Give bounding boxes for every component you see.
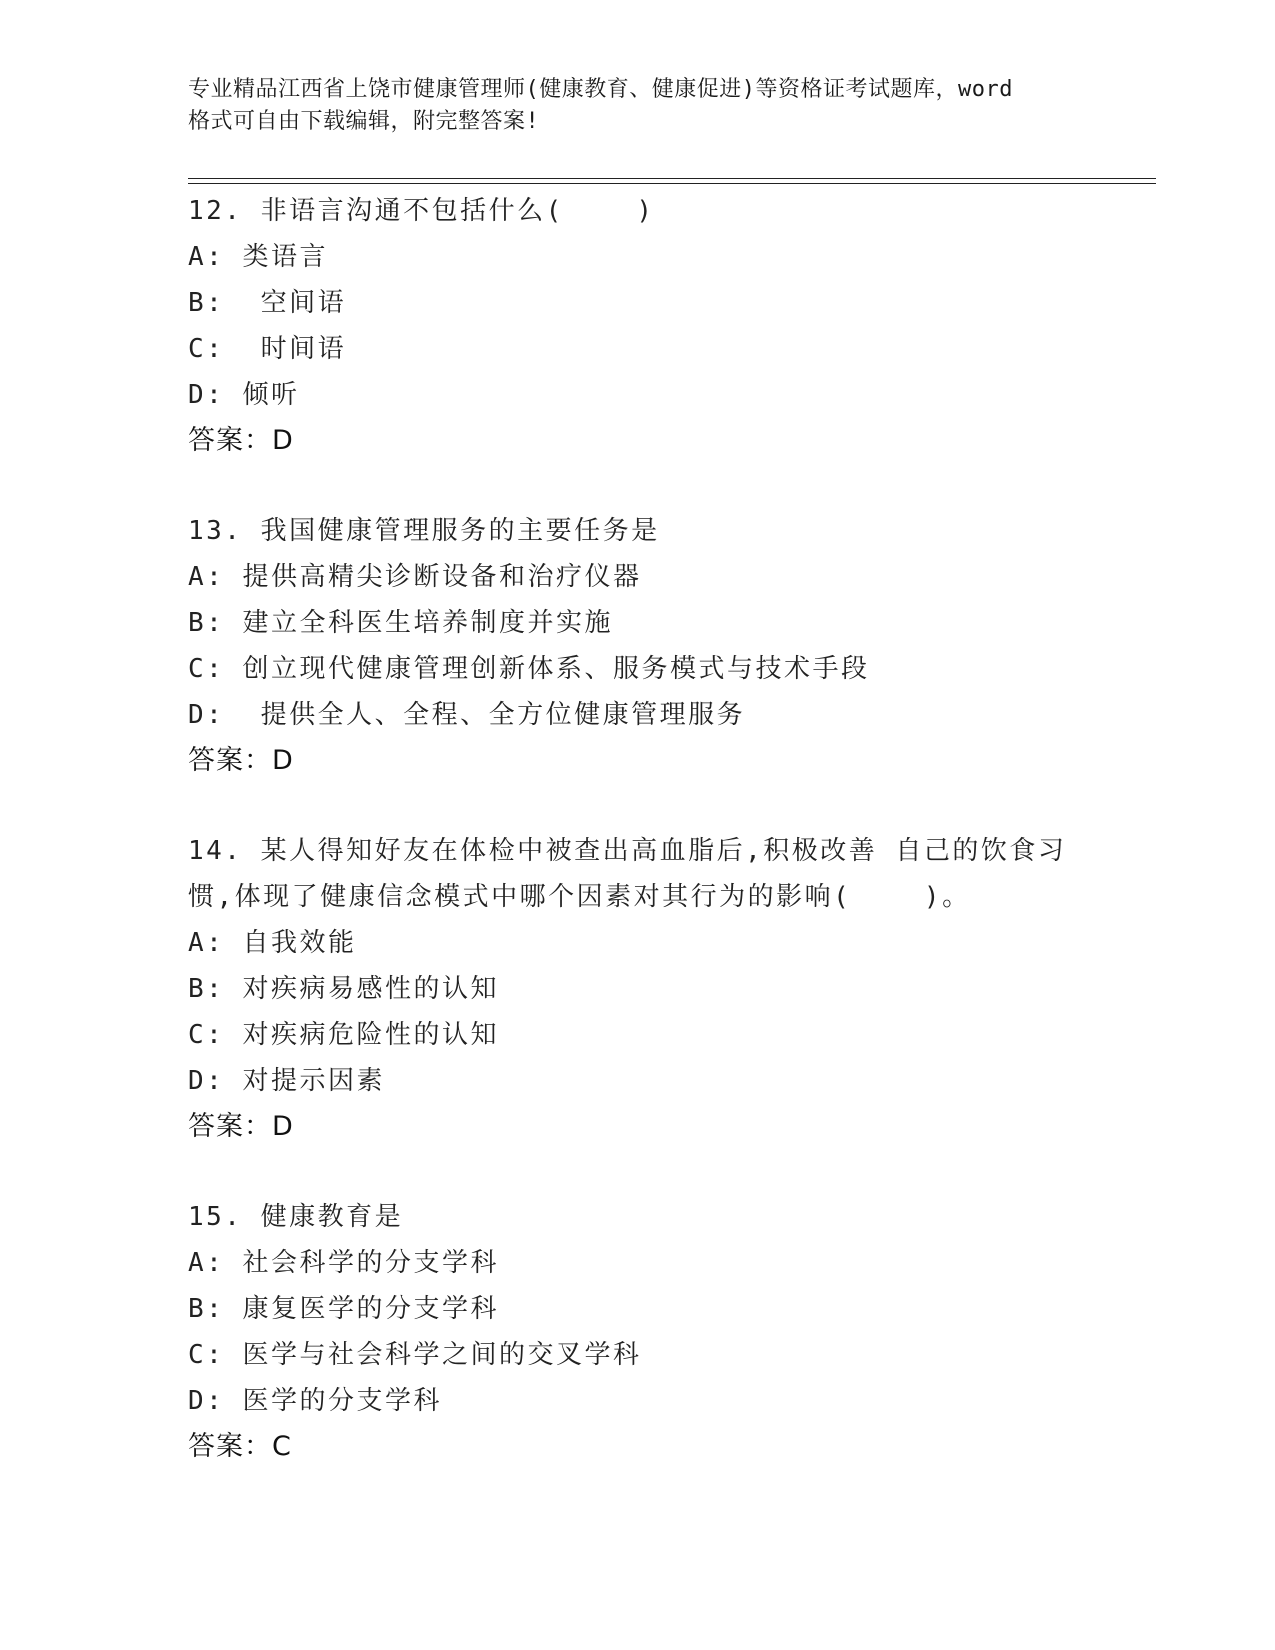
- option-a: A: 自我效能: [188, 928, 357, 958]
- option-b: B: 对疾病易感性的认知: [188, 974, 499, 1004]
- option-c: C: 创立现代健康管理创新体系、服务模式与技术手段: [188, 654, 870, 684]
- option-b: B: 康复医学的分支学科: [188, 1294, 499, 1324]
- option-a: A: 社会科学的分支学科: [188, 1248, 499, 1278]
- option-d: D: 对提示因素: [188, 1066, 385, 1096]
- option-d: D: 提供全人、全程、全方位健康管理服务: [188, 700, 746, 730]
- question-stem: 12. 非语言沟通不包括什么( ): [188, 196, 655, 226]
- header-line-2: 格式可自由下载编辑，附完整答案!: [188, 109, 540, 134]
- option-c: C: 医学与社会科学之间的交叉学科: [188, 1340, 642, 1370]
- question-13: [188, 508, 1088, 784]
- option-c: C: 对疾病危险性的认知: [188, 1020, 499, 1050]
- header-line-1: 专业精品江西省上饶市健康管理师(健康教育、健康促进)等资格证考试题库，word: [188, 77, 1013, 102]
- question-15: [188, 1194, 1088, 1470]
- answer-line: 答案：D: [188, 425, 294, 456]
- question-stem: 14. 某人得知好友在体检中被查出高血脂后,积极改善 自己的饮食习惯,体现了健康信念模式中哪个因素对其行为的影响( )。: [188, 836, 1067, 912]
- option-b: B: 空间语: [188, 288, 347, 318]
- answer-line: 答案：C: [188, 1431, 292, 1462]
- question-stem: 15. 健康教育是: [188, 1202, 404, 1232]
- question-list: [188, 188, 1088, 1514]
- question-12: [188, 188, 1088, 464]
- question-14: [188, 828, 1088, 1150]
- option-b: B: 建立全科医生培养制度并实施: [188, 608, 613, 638]
- option-d: D: 医学的分支学科: [188, 1386, 442, 1416]
- option-a: A: 类语言: [188, 242, 328, 272]
- document-header: [188, 74, 1088, 138]
- option-d: D: 倾听: [188, 380, 300, 410]
- answer-line: 答案：D: [188, 745, 294, 776]
- option-a: A: 提供高精尖诊断设备和治疗仪器: [188, 562, 642, 592]
- option-c: C: 时间语: [188, 334, 347, 364]
- header-divider-top: [188, 178, 1156, 179]
- question-stem: 13. 我国健康管理服务的主要任务是: [188, 516, 660, 546]
- answer-line: 答案：D: [188, 1111, 294, 1142]
- header-divider-bottom: [188, 183, 1156, 184]
